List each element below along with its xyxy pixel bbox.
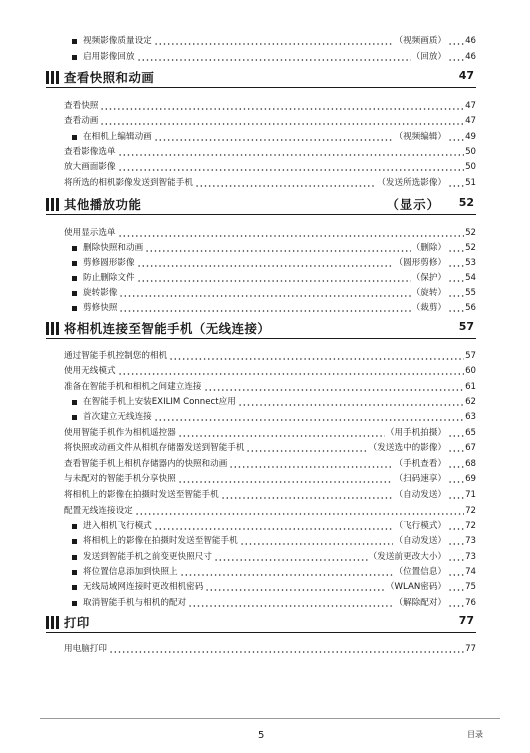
section-marker-icon xyxy=(46,616,59,629)
entry-ref-open: （ xyxy=(368,552,378,562)
section-marker-icon xyxy=(46,71,59,84)
entry-ref: 位置信息 xyxy=(403,567,438,577)
entry-ref: 删除 xyxy=(420,243,438,253)
dot-leader xyxy=(448,551,464,561)
entry-title: 将快照或动画文件从相机存储器发送到智能手机 xyxy=(64,443,245,453)
entry-title: 首次建立无线连接 xyxy=(83,412,152,422)
dot-leader xyxy=(448,272,464,282)
entry-title: 将位置信息添加到快照上 xyxy=(83,567,178,577)
entry-ref-open: （ xyxy=(394,598,404,608)
dot-leader xyxy=(448,302,464,312)
section-subtitle: （显示） xyxy=(386,197,440,212)
entry-ref-close: ） xyxy=(437,243,447,253)
entry-page: 46 xyxy=(465,52,476,62)
toc-sub-entry[interactable] xyxy=(72,561,476,577)
entry-title: 准备在智能手机和相机之间建立连接 xyxy=(64,382,202,392)
dot-leader xyxy=(100,115,464,125)
entry-ref: 自动发送 xyxy=(403,490,438,500)
dot-leader xyxy=(119,287,410,297)
section-marker-icon xyxy=(46,198,59,211)
dot-leader xyxy=(448,35,464,45)
entry-ref-open: （ xyxy=(411,303,421,313)
entry-ref-open: （ xyxy=(411,273,421,283)
entry-title: 将所选的相机影像发送到智能手机 xyxy=(64,178,193,188)
entry-page: 52 xyxy=(465,243,476,253)
entry-ref: 裁剪 xyxy=(420,303,438,313)
entry-ref: 保护 xyxy=(420,273,438,283)
entry-ref-close: ） xyxy=(437,178,447,188)
entry-ref-close: ） xyxy=(437,521,447,531)
dot-leader xyxy=(240,535,394,545)
square-bullet-icon xyxy=(72,276,77,281)
entry-ref-close: ） xyxy=(437,36,447,46)
entry-page: 65 xyxy=(465,428,476,438)
entry-ref-open: （ xyxy=(394,36,404,46)
entry-ref: 回放 xyxy=(420,52,438,62)
entry-title: 旋转影像 xyxy=(83,288,118,298)
entry-ref: 扫码速享 xyxy=(403,474,438,484)
entry-page: 72 xyxy=(465,506,476,516)
square-bullet-icon xyxy=(72,601,77,606)
dot-leader xyxy=(448,581,464,591)
entry-page: 73 xyxy=(465,552,476,562)
entry-title: 查看影像选单 xyxy=(64,147,116,157)
entry-title: 用电脑打印 xyxy=(64,644,107,654)
entry-title: 视频影像质量设定 xyxy=(83,36,152,46)
toc-sub-entry[interactable] xyxy=(72,282,476,298)
entry-page: 47 xyxy=(465,101,476,111)
dot-leader xyxy=(448,566,464,576)
dot-leader xyxy=(137,51,411,61)
entry-ref: 用手机拍摄 xyxy=(394,428,438,438)
entry-ref-close: ） xyxy=(437,258,447,268)
toc-sub-entry[interactable] xyxy=(72,126,476,142)
entry-ref-open: （ xyxy=(377,178,386,188)
dot-leader xyxy=(448,242,464,252)
dot-leader xyxy=(448,535,464,545)
toc-sub-entry[interactable] xyxy=(72,30,476,46)
entry-title: 进入相机飞行模式 xyxy=(83,521,152,531)
entry-ref-close: ） xyxy=(437,273,447,283)
entry-page: 72 xyxy=(465,521,476,531)
toc-sub-entry[interactable] xyxy=(72,576,476,592)
dot-leader xyxy=(178,427,385,437)
entry-ref-close: ） xyxy=(437,428,447,438)
entry-title: 发送到智能手机之前变更快照尺寸 xyxy=(83,552,212,562)
dot-leader xyxy=(137,272,411,282)
dot-leader xyxy=(448,287,464,297)
square-bullet-icon xyxy=(72,291,77,296)
entry-title: 与未配对的智能手机分享快照 xyxy=(64,474,176,484)
entry-page: 67 xyxy=(465,443,476,453)
entry-page: 54 xyxy=(465,273,476,283)
toc-sub-entry[interactable] xyxy=(72,546,476,562)
entry-page: 74 xyxy=(465,567,476,577)
entry-ref: 解除配对 xyxy=(403,598,438,608)
dot-leader xyxy=(195,177,376,187)
section-heading[interactable] xyxy=(46,318,476,338)
toc-entry[interactable] xyxy=(64,156,476,172)
entry-page: 76 xyxy=(465,598,476,608)
square-bullet-icon xyxy=(72,570,77,575)
section-title: 将相机连接至智能手机（无线连接） xyxy=(64,321,271,336)
entry-page: 51 xyxy=(465,178,476,188)
dot-leader xyxy=(448,442,464,452)
toc-entry[interactable] xyxy=(64,638,476,654)
entry-ref-open: （ xyxy=(411,288,421,298)
toc-sub-entry[interactable] xyxy=(72,530,476,546)
entry-page: 55 xyxy=(465,288,476,298)
entry-page: 71 xyxy=(465,490,476,500)
section-rule xyxy=(46,632,476,633)
entry-title: 删除快照和动画 xyxy=(83,243,144,253)
entry-page: 61 xyxy=(465,382,476,392)
toc-entry[interactable] xyxy=(64,95,476,111)
entry-page: 50 xyxy=(465,162,476,172)
dot-leader xyxy=(448,257,464,267)
toc-entry[interactable] xyxy=(64,141,476,157)
entry-ref-open: （ xyxy=(394,567,404,577)
dot-leader xyxy=(154,35,394,45)
toc-entry[interactable] xyxy=(64,172,476,188)
entry-page: 68 xyxy=(465,459,476,469)
entry-ref-open: （ xyxy=(385,582,395,592)
dot-leader xyxy=(154,131,394,141)
entry-ref: 视频画质 xyxy=(403,36,438,46)
entry-page: 56 xyxy=(465,303,476,313)
entry-page: 69 xyxy=(465,474,476,484)
square-bullet-icon xyxy=(72,400,77,405)
entry-title: 取消智能手机与相机的配对 xyxy=(83,598,187,608)
toc-entry[interactable] xyxy=(64,484,476,500)
dot-leader xyxy=(137,257,394,267)
dot-leader xyxy=(154,520,394,530)
entry-page: 60 xyxy=(465,366,476,376)
entry-ref-close: ） xyxy=(437,459,447,469)
entry-ref-open: （ xyxy=(394,536,404,546)
entry-title: 将相机上的影像在拍摄时发送至智能手机 xyxy=(64,490,219,500)
dot-leader xyxy=(188,597,393,607)
square-bullet-icon xyxy=(72,306,77,311)
entry-title: 查看智能手机上相机存储器内的快照和动画 xyxy=(64,459,228,469)
entry-ref-open: （ xyxy=(385,428,395,438)
toc-sub-entry[interactable] xyxy=(72,46,476,62)
dot-leader xyxy=(145,242,410,252)
dot-leader xyxy=(178,473,394,483)
toc-entry[interactable] xyxy=(64,110,476,126)
entry-ref-close: ） xyxy=(437,474,447,484)
dot-leader xyxy=(448,131,464,141)
section-title: 其他播放功能 xyxy=(64,197,142,212)
entry-title: 使用无线模式 xyxy=(64,366,116,376)
toc-entry[interactable] xyxy=(64,376,476,392)
section-marker-icon xyxy=(46,322,59,335)
entry-title: 无线局域网连接时更改相机密码 xyxy=(83,582,204,592)
entry-ref-open: （ xyxy=(394,521,404,531)
entry-ref: 旋转 xyxy=(420,288,438,298)
entry-title: 剪修快照 xyxy=(83,303,118,313)
entry-ref-close: ） xyxy=(437,52,447,62)
entry-ref-close: ） xyxy=(437,598,447,608)
square-bullet-icon xyxy=(72,524,77,529)
entry-ref-close: ） xyxy=(437,552,447,562)
dot-leader xyxy=(214,551,368,561)
footer-page-number: 5 xyxy=(258,730,265,741)
toc-sub-entry[interactable] xyxy=(72,252,476,268)
dot-leader xyxy=(118,227,464,237)
entry-page: 73 xyxy=(465,536,476,546)
section-title: 打印 xyxy=(64,615,90,630)
entry-ref-open: （ xyxy=(394,258,404,268)
section-page: 77 xyxy=(458,614,474,627)
section-page: 47 xyxy=(458,69,474,82)
entry-title: 在智能手机上安装EXILIM Connect应用 xyxy=(83,397,236,407)
dot-leader xyxy=(448,489,464,499)
footer-divider xyxy=(40,718,500,719)
dot-leader xyxy=(135,505,464,515)
square-bullet-icon xyxy=(72,585,77,590)
square-bullet-icon xyxy=(72,39,77,44)
toc-entry[interactable] xyxy=(64,422,476,438)
entry-ref-close: ） xyxy=(437,443,447,453)
dot-leader xyxy=(246,442,367,452)
entry-page: 47 xyxy=(465,116,476,126)
dot-leader xyxy=(229,458,393,468)
entry-page: 77 xyxy=(465,644,476,654)
section-page: 52 xyxy=(458,196,474,209)
entry-title: 放大画面影像 xyxy=(64,162,116,172)
dot-leader xyxy=(448,473,464,483)
entry-ref: 发送前更改大小 xyxy=(377,552,438,562)
entry-ref: WLAN密码 xyxy=(394,582,438,592)
toc-sub-entry[interactable] xyxy=(72,237,476,253)
section-page: 57 xyxy=(458,320,474,333)
toc-entry[interactable] xyxy=(64,500,476,516)
section-heading[interactable] xyxy=(46,67,476,87)
entry-page: 75 xyxy=(465,582,476,592)
entry-ref-close: ） xyxy=(437,567,447,577)
toc-sub-entry[interactable] xyxy=(72,297,476,313)
entry-ref: 发送选中的影像 xyxy=(377,443,438,453)
entry-ref-close: ） xyxy=(437,582,447,592)
entry-ref-open: （ xyxy=(411,243,421,253)
dot-leader xyxy=(119,302,410,312)
square-bullet-icon xyxy=(72,555,77,560)
entry-page: 49 xyxy=(465,132,476,142)
section-rule xyxy=(46,214,476,215)
toc-entry[interactable] xyxy=(64,222,476,238)
section-title: 查看快照和动画 xyxy=(64,70,155,85)
entry-ref: 圆形剪修 xyxy=(403,258,438,268)
entry-title: 剪修圆形影像 xyxy=(83,258,135,268)
entry-page: 52 xyxy=(465,228,476,238)
toc-sub-entry[interactable] xyxy=(72,267,476,283)
dot-leader xyxy=(448,51,464,61)
dot-leader xyxy=(205,581,385,591)
entry-title: 查看快照 xyxy=(64,101,99,111)
entry-title: 防止删除文件 xyxy=(83,273,135,283)
square-bullet-icon xyxy=(72,415,77,420)
entry-page: 57 xyxy=(465,351,476,361)
square-bullet-icon xyxy=(72,261,77,266)
entry-page: 63 xyxy=(465,412,476,422)
toc-entry[interactable] xyxy=(64,437,476,453)
dot-leader xyxy=(448,427,464,437)
entry-ref-close: ） xyxy=(437,288,447,298)
entry-ref-open: （ xyxy=(394,459,404,469)
section-heading[interactable] xyxy=(46,612,476,632)
dot-leader xyxy=(448,597,464,607)
square-bullet-icon xyxy=(72,539,77,544)
toc-entry[interactable] xyxy=(64,360,476,376)
entry-ref-open: （ xyxy=(394,474,404,484)
dot-leader xyxy=(118,146,464,156)
dot-leader xyxy=(169,350,464,360)
entry-title: 使用显示选单 xyxy=(64,228,116,238)
toc-sub-entry[interactable] xyxy=(72,406,476,422)
entry-ref-close: ） xyxy=(437,132,447,142)
dot-leader xyxy=(448,520,464,530)
entry-page: 46 xyxy=(465,36,476,46)
toc-sub-entry[interactable] xyxy=(72,391,476,407)
entry-page: 53 xyxy=(465,258,476,268)
entry-ref-close: ） xyxy=(437,490,447,500)
square-bullet-icon xyxy=(72,135,77,140)
dot-leader xyxy=(448,177,464,187)
entry-ref: 发送所选影像 xyxy=(385,178,438,188)
entry-ref-close: ） xyxy=(437,536,447,546)
section-rule xyxy=(46,87,476,88)
dot-leader xyxy=(448,458,464,468)
section-heading[interactable] xyxy=(46,194,476,214)
entry-title: 在相机上编辑动画 xyxy=(83,132,152,142)
entry-ref: 飞行模式 xyxy=(403,521,438,531)
section-rule xyxy=(46,338,476,339)
entry-ref: 自动发送 xyxy=(403,536,438,546)
entry-title: 将相机上的影像在拍摄时发送至智能手机 xyxy=(83,536,238,546)
dot-leader xyxy=(154,411,464,421)
entry-ref-close: ） xyxy=(437,303,447,313)
entry-title: 配置无线连接设定 xyxy=(64,506,133,516)
entry-ref: 视频编辑 xyxy=(403,132,438,142)
dot-leader xyxy=(118,365,464,375)
entry-ref-open: （ xyxy=(394,490,404,500)
entry-ref: 手机查看 xyxy=(403,459,438,469)
entry-title: 使用智能手机作为相机遥控器 xyxy=(64,428,176,438)
footer-label: 目录 xyxy=(467,730,483,739)
entry-title: 查看动画 xyxy=(64,116,99,126)
dot-leader xyxy=(118,161,464,171)
entry-ref-open: （ xyxy=(368,443,378,453)
dot-leader xyxy=(180,566,394,576)
dot-leader xyxy=(100,100,464,110)
square-bullet-icon xyxy=(72,55,77,60)
dot-leader xyxy=(204,381,465,391)
square-bullet-icon xyxy=(72,246,77,251)
entry-page: 62 xyxy=(465,397,476,407)
toc-entry[interactable] xyxy=(64,453,476,469)
entry-title: 通过智能手机控制您的相机 xyxy=(64,351,168,361)
entry-title: 启用影像回放 xyxy=(83,52,135,62)
entry-ref-open: （ xyxy=(411,52,421,62)
dot-leader xyxy=(109,643,464,653)
entry-ref-open: （ xyxy=(394,132,404,142)
toc-sub-entry[interactable] xyxy=(72,592,476,608)
toc-entry[interactable] xyxy=(64,345,476,361)
toc-sub-entry[interactable] xyxy=(72,515,476,531)
dot-leader xyxy=(221,489,394,499)
entry-page: 50 xyxy=(465,147,476,157)
toc-entry[interactable] xyxy=(64,468,476,484)
dot-leader xyxy=(238,396,464,406)
